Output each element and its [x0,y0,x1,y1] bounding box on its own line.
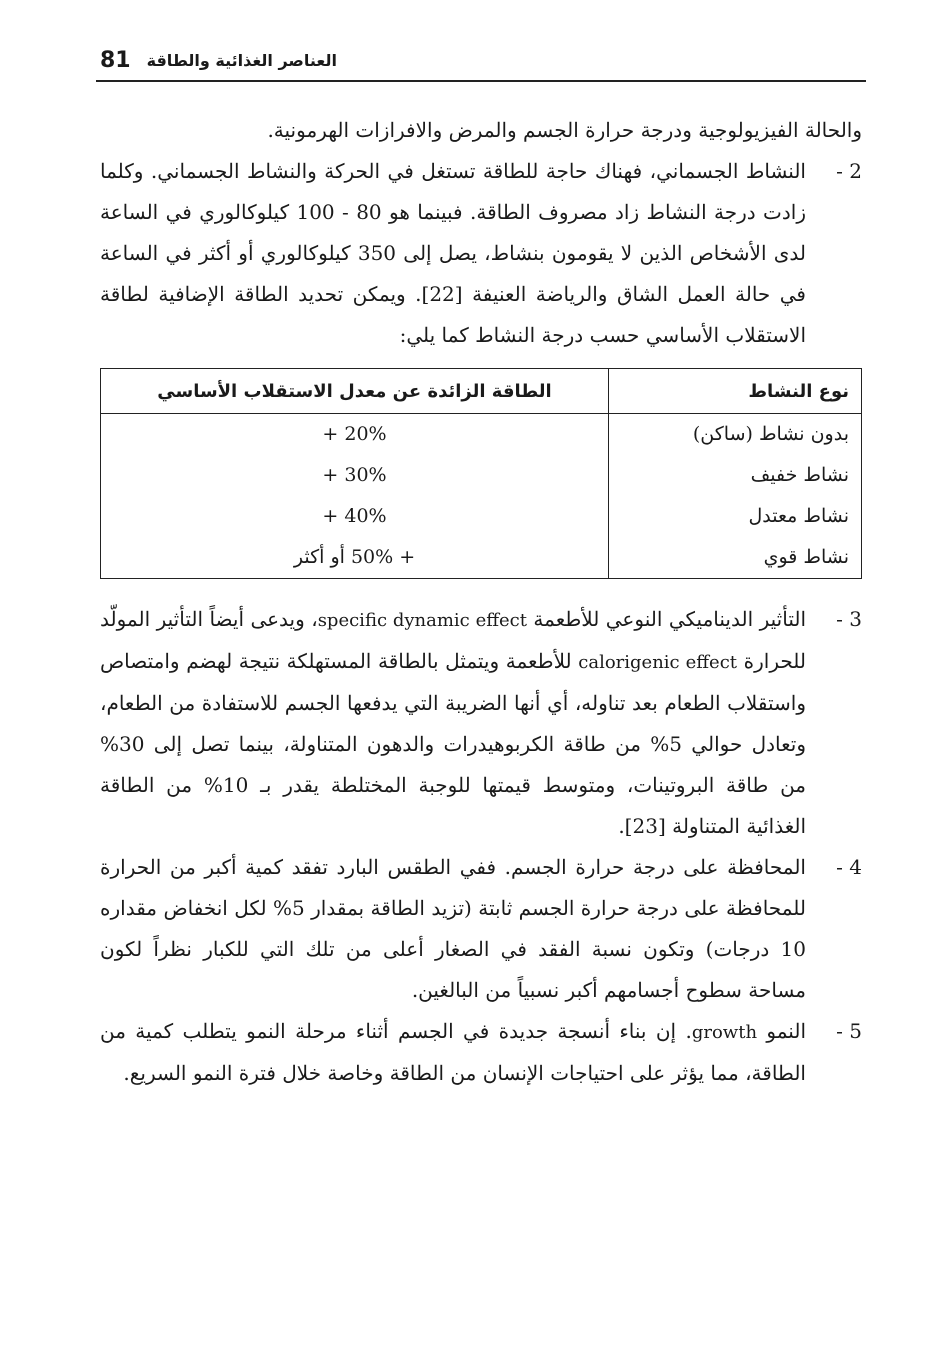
header-activity-type: نوع النشاط [609,369,862,414]
activity-energy-table [100,368,862,579]
extra-energy-value: + 20% [322,423,387,445]
running-title: العناصر الغذائية والطاقة [146,50,337,70]
item-number: 4 - [836,855,862,879]
table-header-row [101,369,862,414]
running-header [100,44,862,76]
cell-extra-energy [101,455,609,496]
item-text-part: ، ويدعى أيضاً التأثير المولّد للحرارة [100,607,806,673]
extra-energy-value: + 30% [322,464,387,486]
cell-activity: نشاط معتدل [609,496,862,537]
cell-activity: نشاط قوي [609,537,862,579]
table-row [101,414,862,456]
item-text-part: للأطعمة ويتمثل بالطاقة المستهلكة نتيجة لهضم وامتصاص واستقلاب الطعام بعد تناوله، أي أنها الضريبة التي يدفعها الجسم للاستفادة من الطعام، وتعادل حوالي 5% من طاقة الكربوهيدرات والدهون المتناولة، بينما تصل إلى 30% من طاقة البروتينات، ومتوسط قيمتها للوجبة المختلطة يقدر بـ 10% من الطاقة الغذائية المتناولة [23]. [100,649,807,838]
item-number: 5 - [836,1019,862,1043]
cell-activity: بدون نشاط (ساكن) [609,414,862,456]
english-term: specific dynamic effect [317,610,527,631]
cell-extra-energy [101,496,609,537]
item-number: 3 - [836,607,862,631]
page-number: 81 [100,47,131,73]
list-item-4 [100,847,862,1011]
list-item-3 [100,599,862,847]
item-text: المحافظة على درجة حرارة الجسم. ففي الطقس البارد تفقد كمية أكبر من الحرارة للمحافظة على درجة حرارة الجسم ثابتة (تزيد الطاقة بمقدار 5% لكل انخفاض مقداره 10 درجات) وتكون نسبة الفقد في الصغار أعلى من تلك التي للكبار نظراً لكون مساحة سطوح أجسامهم أكبر نسبياً من البالغين. [100,855,806,1002]
table-row [101,455,862,496]
table-row [101,496,862,537]
activity-table-wrapper [100,368,862,579]
item-text [100,599,806,847]
extra-energy-value: + 50% أو أكثر [293,546,416,568]
table-row [101,537,862,579]
cell-extra-energy [101,414,609,456]
list-item-5 [100,1011,862,1094]
item-text: النشاط الجسماني، فهناك حاجة للطاقة تستغل في الحركة والنشاط الجسماني. وكلما زادت درجة النشاط زاد مصروف الطاقة. فبينما هو 80 - 100 كيلوكالوري في الساعة لدى الأشخاص الذين لا يقومون بنشاط، يصل إلى 350 كيلوكالوري أو أكثر في الساعة في حالة العمل الشاق والرياضة العنيفة [22]. ويمكن تحديد الطاقة الإضافية لطاقة الاستقلاب الأساسي حسب درجة النشاط كما يلي: [100,159,807,347]
body-text [100,110,862,1094]
extra-energy-value: + 40% [322,505,387,527]
english-term: growth [691,1022,758,1043]
item-text [100,1011,806,1094]
english-term: calorigenic effect [578,652,738,673]
cell-extra-energy [101,537,609,579]
item-text-part: التأثير الديناميكي النوعي للأطعمة [526,607,806,631]
cell-activity: نشاط خفيف [609,455,862,496]
item-text-part: . إن بناء أنسجة جديدة في الجسم أثناء مرحلة النمو يتطلب كمية من الطاقة، مما يؤثر على احتياجات الإنسان من الطاقة وخاصة خلال فترة النمو السريع. [100,1019,806,1085]
intro-paragraph: والحالة الفيزيولوجية ودرجة حرارة الجسم والمرض والافرازات الهرمونية. [267,118,862,142]
item-number: 2 - [836,159,862,183]
header-extra-energy: الطاقة الزائدة عن معدل الاستقلاب الأساسي [101,369,609,414]
item-text-part: النمو [757,1019,806,1043]
list-item-2 [100,151,862,356]
header-rule [96,80,866,82]
